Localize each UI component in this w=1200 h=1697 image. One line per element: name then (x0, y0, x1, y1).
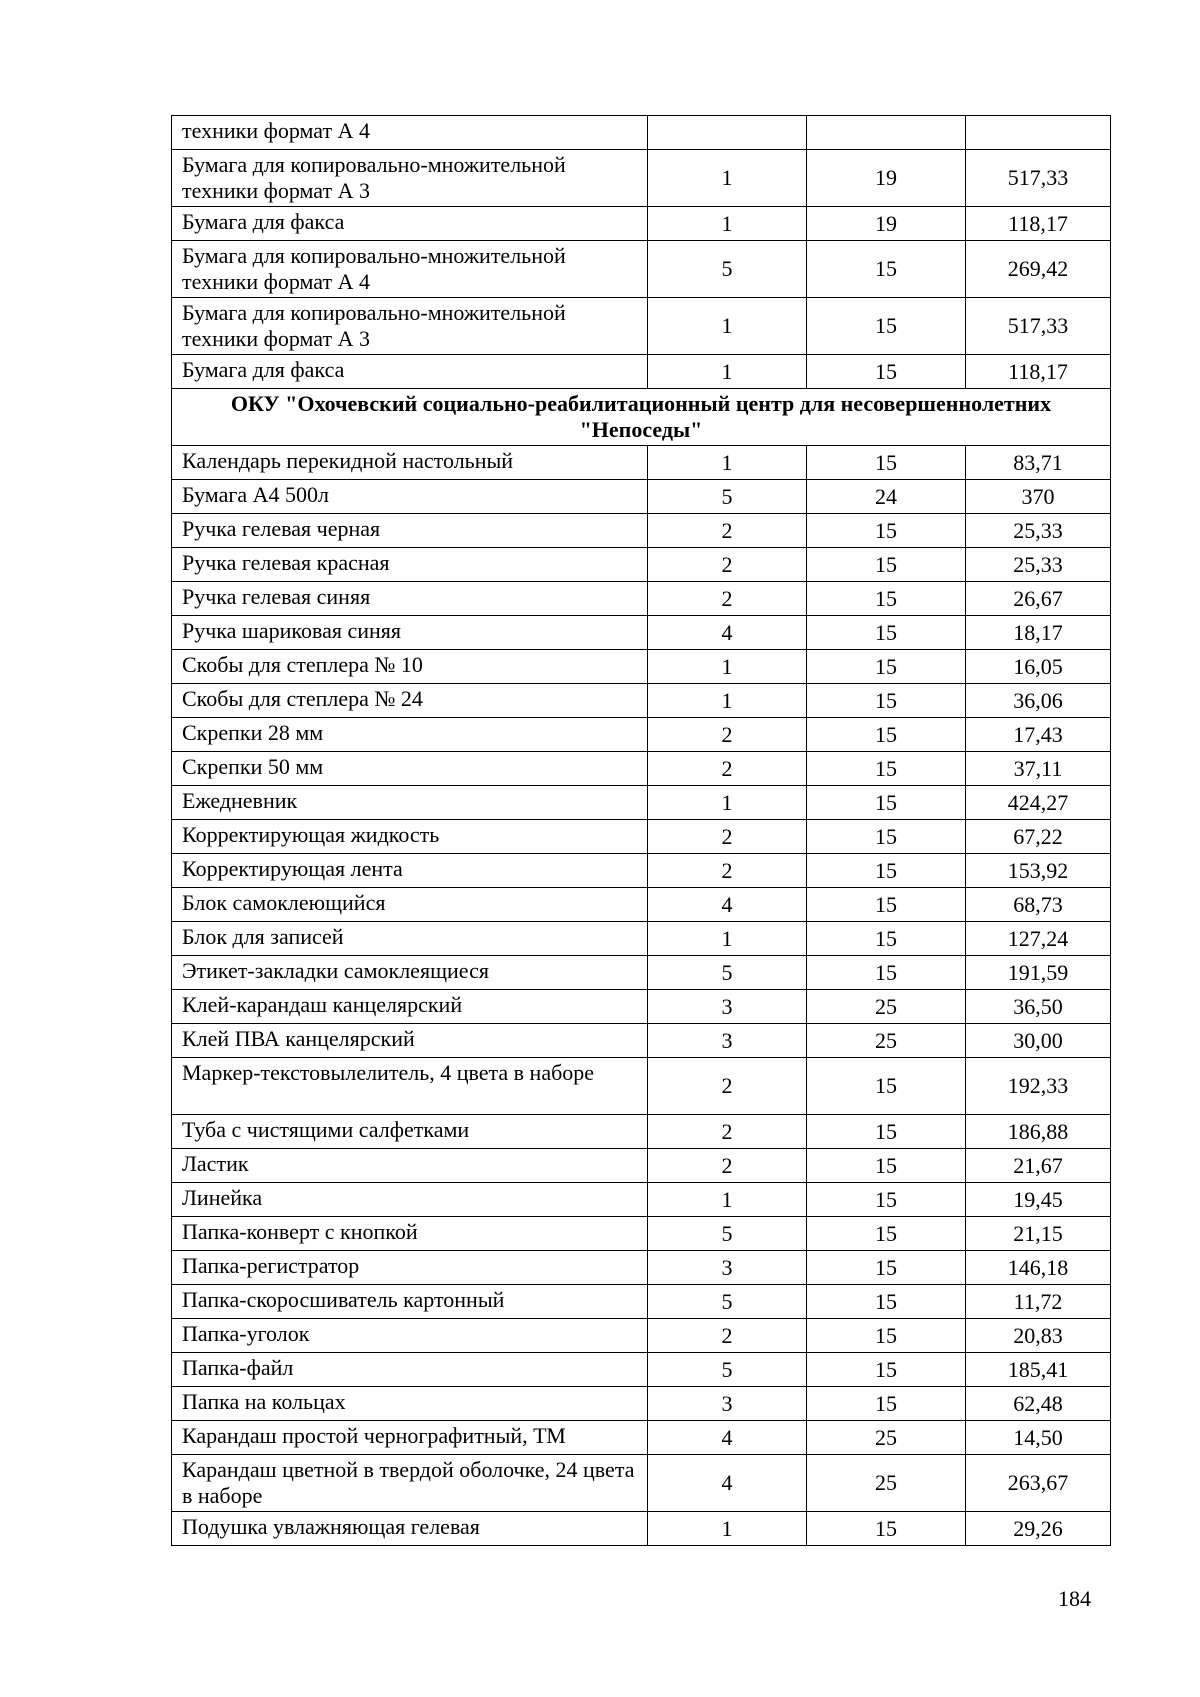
table-row (172, 241, 1111, 298)
price-cell: 118,17 (966, 207, 1111, 241)
price-cell: 118,17 (966, 355, 1111, 389)
term-cell: 15 (807, 446, 966, 480)
term-cell: 15 (807, 1183, 966, 1217)
price-cell: 185,41 (966, 1353, 1111, 1387)
table-row (172, 1319, 1111, 1353)
table-row (172, 922, 1111, 956)
term-cell: 15 (807, 888, 966, 922)
item-name-cell: Подушка увлажняющая гелевая (172, 1512, 648, 1546)
quantity-cell: 1 (648, 207, 807, 241)
item-name-cell: Папка-скоросшиватель картонный (172, 1285, 648, 1319)
quantity-cell: 1 (648, 298, 807, 355)
quantity-cell: 3 (648, 1387, 807, 1421)
quantity-cell: 1 (648, 786, 807, 820)
term-cell: 15 (807, 718, 966, 752)
table-row (172, 1149, 1111, 1183)
term-cell: 15 (807, 956, 966, 990)
item-name-cell: Папка-конверт с кнопкой (172, 1217, 648, 1251)
quantity-cell: 1 (648, 1183, 807, 1217)
price-cell: 370 (966, 480, 1111, 514)
term-cell: 15 (807, 1319, 966, 1353)
item-name-cell: Клей ПВА канцелярский (172, 1024, 648, 1058)
quantity-cell: 3 (648, 1024, 807, 1058)
table-row (172, 1024, 1111, 1058)
item-name-cell: Клей-карандаш канцелярский (172, 990, 648, 1024)
quantity-cell: 1 (648, 150, 807, 207)
term-cell: 25 (807, 1455, 966, 1512)
item-name-cell: Ластик (172, 1149, 648, 1183)
price-cell: 62,48 (966, 1387, 1111, 1421)
price-cell: 517,33 (966, 150, 1111, 207)
term-cell: 15 (807, 684, 966, 718)
price-cell: 14,50 (966, 1421, 1111, 1455)
item-name-cell: Скрепки 50 мм (172, 752, 648, 786)
price-cell: 30,00 (966, 1024, 1111, 1058)
table-row (172, 888, 1111, 922)
price-cell: 127,24 (966, 922, 1111, 956)
term-cell: 15 (807, 1251, 966, 1285)
item-name-cell: Ручка гелевая синяя (172, 582, 648, 616)
item-name-cell: Карандаш цветной в твердой оболочке, 24 цвета в наборе (172, 1455, 648, 1512)
term-cell: 19 (807, 150, 966, 207)
quantity-cell: 2 (648, 582, 807, 616)
price-cell: 68,73 (966, 888, 1111, 922)
item-name-cell: Линейка (172, 1183, 648, 1217)
price-cell: 192,33 (966, 1058, 1111, 1115)
table-row (172, 820, 1111, 854)
term-cell: 15 (807, 1149, 966, 1183)
term-cell: 15 (807, 355, 966, 389)
quantity-cell: 1 (648, 650, 807, 684)
term-cell: 15 (807, 1285, 966, 1319)
table-row (172, 446, 1111, 480)
item-name-cell: Туба с чистящими салфетками (172, 1115, 648, 1149)
table-row (172, 1421, 1111, 1455)
term-cell (807, 116, 966, 150)
table-row (172, 207, 1111, 241)
term-cell: 15 (807, 752, 966, 786)
quantity-cell: 2 (648, 1319, 807, 1353)
price-cell: 16,05 (966, 650, 1111, 684)
item-name-cell: Корректирующая лента (172, 854, 648, 888)
term-cell: 15 (807, 650, 966, 684)
term-cell: 15 (807, 820, 966, 854)
item-name-cell: Бумага для факса (172, 207, 648, 241)
term-cell: 15 (807, 514, 966, 548)
quantity-cell: 5 (648, 480, 807, 514)
quantity-cell: 1 (648, 446, 807, 480)
item-name-cell: Корректирующая жидкость (172, 820, 648, 854)
item-name-cell: Ручка гелевая черная (172, 514, 648, 548)
table-row (172, 1251, 1111, 1285)
quantity-cell: 5 (648, 1217, 807, 1251)
price-cell: 26,67 (966, 582, 1111, 616)
quantity-cell: 1 (648, 1512, 807, 1546)
item-name-cell: Ручка гелевая красная (172, 548, 648, 582)
quantity-cell: 2 (648, 514, 807, 548)
quantity-cell: 3 (648, 990, 807, 1024)
term-cell: 15 (807, 1217, 966, 1251)
quantity-cell (648, 116, 807, 150)
term-cell: 15 (807, 548, 966, 582)
table-row (172, 1217, 1111, 1251)
price-cell: 191,59 (966, 956, 1111, 990)
term-cell: 15 (807, 1353, 966, 1387)
term-cell: 15 (807, 1115, 966, 1149)
table-row (172, 1512, 1111, 1546)
quantity-cell: 5 (648, 1353, 807, 1387)
term-cell: 15 (807, 786, 966, 820)
term-cell: 25 (807, 1421, 966, 1455)
table-row (172, 480, 1111, 514)
table-row (172, 684, 1111, 718)
price-cell: 11,72 (966, 1285, 1111, 1319)
page-number: 184 (1058, 1586, 1091, 1611)
item-name-cell: Бумага для копировально-множительной техники формат А 3 (172, 298, 648, 355)
item-name-cell: Календарь перекидной настольный (172, 446, 648, 480)
price-cell (966, 116, 1111, 150)
term-cell: 15 (807, 1512, 966, 1546)
price-cell: 424,27 (966, 786, 1111, 820)
item-name-cell: Папка на кольцах (172, 1387, 648, 1421)
price-cell: 36,50 (966, 990, 1111, 1024)
item-name-cell: Папка-уголок (172, 1319, 648, 1353)
price-cell: 36,06 (966, 684, 1111, 718)
table-row (172, 116, 1111, 150)
item-name-cell: Папка-файл (172, 1353, 648, 1387)
quantity-cell: 3 (648, 1251, 807, 1285)
item-name-cell: Карандаш простой чернографитный, ТМ (172, 1421, 648, 1455)
quantity-cell: 1 (648, 922, 807, 956)
table-body-section (172, 446, 1111, 1546)
term-cell: 25 (807, 1024, 966, 1058)
term-cell: 15 (807, 1387, 966, 1421)
price-cell: 25,33 (966, 548, 1111, 582)
table-row (172, 1387, 1111, 1421)
item-name-cell: Ручка шариковая синяя (172, 616, 648, 650)
term-cell: 15 (807, 854, 966, 888)
section-header-row (172, 389, 1111, 446)
item-name-cell: Блок самоклеющийся (172, 888, 648, 922)
item-name-cell: техники формат А 4 (172, 116, 648, 150)
quantity-cell: 2 (648, 718, 807, 752)
quantity-cell: 2 (648, 1058, 807, 1115)
table-row (172, 616, 1111, 650)
price-cell: 21,15 (966, 1217, 1111, 1251)
item-name-cell: Скрепки 28 мм (172, 718, 648, 752)
quantity-cell: 2 (648, 1149, 807, 1183)
quantity-cell: 4 (648, 616, 807, 650)
quantity-cell: 2 (648, 820, 807, 854)
quantity-cell: 4 (648, 1455, 807, 1512)
table-row (172, 355, 1111, 389)
item-name-cell: Скобы для степлера № 24 (172, 684, 648, 718)
quantity-cell: 2 (648, 752, 807, 786)
table-row (172, 514, 1111, 548)
quantity-cell: 2 (648, 854, 807, 888)
term-cell: 15 (807, 298, 966, 355)
item-name-cell: Бумага для копировально-множительной техники формат А 4 (172, 241, 648, 298)
price-cell: 29,26 (966, 1512, 1111, 1546)
quantity-cell: 2 (648, 1115, 807, 1149)
item-name-cell: Блок для записей (172, 922, 648, 956)
term-cell: 15 (807, 582, 966, 616)
table-row (172, 718, 1111, 752)
table-row (172, 1285, 1111, 1319)
price-cell: 186,88 (966, 1115, 1111, 1149)
price-cell: 67,22 (966, 820, 1111, 854)
term-cell: 15 (807, 1058, 966, 1115)
price-cell: 19,45 (966, 1183, 1111, 1217)
table-row (172, 1455, 1111, 1512)
supplies-table (171, 115, 1111, 1546)
quantity-cell: 4 (648, 1421, 807, 1455)
price-cell: 25,33 (966, 514, 1111, 548)
term-cell: 15 (807, 616, 966, 650)
item-name-cell: Этикет-закладки самоклеящиеся (172, 956, 648, 990)
table-row (172, 150, 1111, 207)
table-body-top (172, 116, 1111, 389)
price-cell: 263,67 (966, 1455, 1111, 1512)
term-cell: 15 (807, 922, 966, 956)
section-title: ОКУ "Охочевский социально-реабилитационный центр для несовершеннолетних "Непоседы" (172, 389, 1111, 446)
table-row (172, 548, 1111, 582)
item-name-cell: Ежедневник (172, 786, 648, 820)
table-row (172, 1353, 1111, 1387)
price-cell: 146,18 (966, 1251, 1111, 1285)
term-cell: 24 (807, 480, 966, 514)
quantity-cell: 5 (648, 1285, 807, 1319)
price-cell: 83,71 (966, 446, 1111, 480)
item-name-cell: Бумага для факса (172, 355, 648, 389)
item-name-cell: Папка-регистратор (172, 1251, 648, 1285)
table-row (172, 582, 1111, 616)
price-cell: 17,43 (966, 718, 1111, 752)
price-cell: 20,83 (966, 1319, 1111, 1353)
item-name-cell: Маркер-текстовылелитель, 4 цвета в наборе (172, 1058, 648, 1115)
price-cell: 517,33 (966, 298, 1111, 355)
quantity-cell: 5 (648, 241, 807, 298)
term-cell: 15 (807, 241, 966, 298)
table-row (172, 1183, 1111, 1217)
quantity-cell: 4 (648, 888, 807, 922)
item-name-cell: Бумага для копировально-множительной техники формат А 3 (172, 150, 648, 207)
quantity-cell: 1 (648, 355, 807, 389)
table-row (172, 990, 1111, 1024)
quantity-cell: 1 (648, 684, 807, 718)
table-row (172, 956, 1111, 990)
item-name-cell: Скобы для степлера № 10 (172, 650, 648, 684)
table-row (172, 752, 1111, 786)
table-row (172, 1115, 1111, 1149)
price-cell: 21,67 (966, 1149, 1111, 1183)
price-cell: 37,11 (966, 752, 1111, 786)
table-body-section-header (172, 389, 1111, 446)
quantity-cell: 5 (648, 956, 807, 990)
price-cell: 18,17 (966, 616, 1111, 650)
table-row (172, 650, 1111, 684)
table-row (172, 1058, 1111, 1115)
price-cell: 153,92 (966, 854, 1111, 888)
price-cell: 269,42 (966, 241, 1111, 298)
table-row (172, 786, 1111, 820)
term-cell: 25 (807, 990, 966, 1024)
table-row (172, 854, 1111, 888)
table-row (172, 298, 1111, 355)
item-name-cell: Бумага А4 500л (172, 480, 648, 514)
quantity-cell: 2 (648, 548, 807, 582)
term-cell: 19 (807, 207, 966, 241)
